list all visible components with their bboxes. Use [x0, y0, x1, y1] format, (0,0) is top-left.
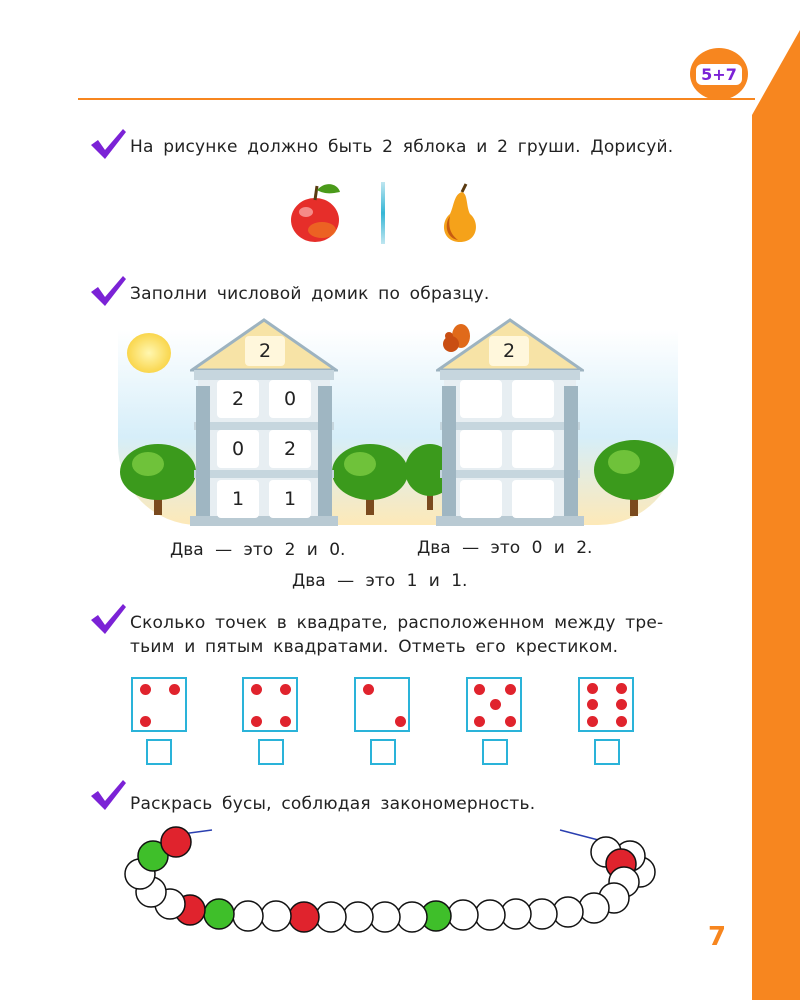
- dice-square-3: [354, 677, 410, 732]
- house-left-cell: 2: [217, 380, 259, 418]
- bead[interactable]: [204, 899, 234, 929]
- house-left-cell: 2: [269, 430, 311, 468]
- answer-checkbox[interactable]: [482, 739, 508, 765]
- dot: [616, 683, 627, 694]
- number-house-left: [190, 318, 338, 528]
- checkmark-icon: [88, 601, 128, 637]
- house-right-roof: 2: [489, 336, 529, 366]
- bead[interactable]: [289, 902, 319, 932]
- bead[interactable]: [370, 902, 400, 932]
- dot: [587, 716, 598, 727]
- house-right-cell[interactable]: [460, 480, 502, 518]
- dot: [505, 684, 516, 695]
- task1-text: На рисунке должно быть 2 яблока и 2 груши. Дорисуй.: [130, 137, 674, 157]
- caption-center: Два — это 1 и 1.: [292, 571, 468, 591]
- house-right-cell[interactable]: [512, 430, 554, 468]
- house-left-cell: 1: [217, 480, 259, 518]
- answer-checkbox[interactable]: [370, 739, 396, 765]
- bead[interactable]: [448, 900, 478, 930]
- answer-checkbox[interactable]: [146, 739, 172, 765]
- house-left-cell: 0: [217, 430, 259, 468]
- dot: [140, 684, 151, 695]
- house-left-cell: 0: [269, 380, 311, 418]
- house-left-roof: 2: [245, 336, 285, 366]
- dot: [616, 716, 627, 727]
- bead[interactable]: [579, 893, 609, 923]
- task2-text: Заполни числовой домик по образцу.: [130, 284, 490, 304]
- dot: [280, 716, 291, 727]
- dot: [251, 684, 262, 695]
- tree-icon: [330, 438, 410, 518]
- bead[interactable]: [475, 900, 505, 930]
- dot: [505, 716, 516, 727]
- task3-text-line2: тьим и пятым квадратами. Отметь его крестиком.: [130, 637, 619, 657]
- badge-icon: [690, 48, 748, 100]
- caption-left: Два — это 2 и 0.: [170, 540, 346, 560]
- apple-icon: [286, 178, 344, 246]
- dot: [363, 684, 374, 695]
- dot: [251, 716, 262, 727]
- checkmark-icon: [88, 273, 128, 309]
- sidebar-shape: [752, 0, 800, 1000]
- bead[interactable]: [316, 902, 346, 932]
- answer-checkbox[interactable]: [594, 739, 620, 765]
- dice-square-1: [131, 677, 187, 732]
- orange-sidebar: [752, 0, 800, 1000]
- dot: [474, 684, 485, 695]
- house-right-cell[interactable]: [460, 430, 502, 468]
- squirrel-icon: [439, 322, 473, 356]
- dot: [395, 716, 406, 727]
- bead[interactable]: [161, 827, 191, 857]
- dice-square-5: [578, 677, 634, 732]
- dot: [587, 699, 598, 710]
- dot: [616, 699, 627, 710]
- dot: [140, 716, 151, 727]
- bead[interactable]: [261, 901, 291, 931]
- house-left-cell: 1: [269, 480, 311, 518]
- tree-icon: [592, 436, 676, 518]
- bead[interactable]: [233, 901, 263, 931]
- dot: [280, 684, 291, 695]
- bead-necklace: [120, 820, 660, 940]
- task3-text-line1: Сколько точек в квадрате, расположенном между тре-: [130, 613, 664, 633]
- checkmark-icon: [88, 777, 128, 813]
- pear-icon: [436, 182, 484, 246]
- dot: [587, 683, 598, 694]
- answer-checkbox[interactable]: [258, 739, 284, 765]
- caption-right: Два — это 0 и 2.: [417, 538, 593, 558]
- dot: [169, 684, 180, 695]
- house-right-cell[interactable]: [460, 380, 502, 418]
- tree-icon: [118, 438, 198, 518]
- dice-square-2: [242, 677, 298, 732]
- header-rule: [78, 98, 755, 100]
- bead[interactable]: [397, 902, 427, 932]
- page-number: 7: [708, 922, 727, 952]
- house-right-cell[interactable]: [512, 380, 554, 418]
- sun-icon: [127, 333, 171, 373]
- dice-square-4: [466, 677, 522, 732]
- dot: [474, 716, 485, 727]
- badge-text: 5+7: [696, 64, 742, 85]
- checkmark-icon: [88, 126, 128, 162]
- divider-line: [381, 182, 385, 244]
- house-right-cell[interactable]: [512, 480, 554, 518]
- dot: [490, 699, 501, 710]
- task4-text: Раскрась бусы, соблюдая закономерность.: [130, 794, 536, 814]
- bead[interactable]: [343, 902, 373, 932]
